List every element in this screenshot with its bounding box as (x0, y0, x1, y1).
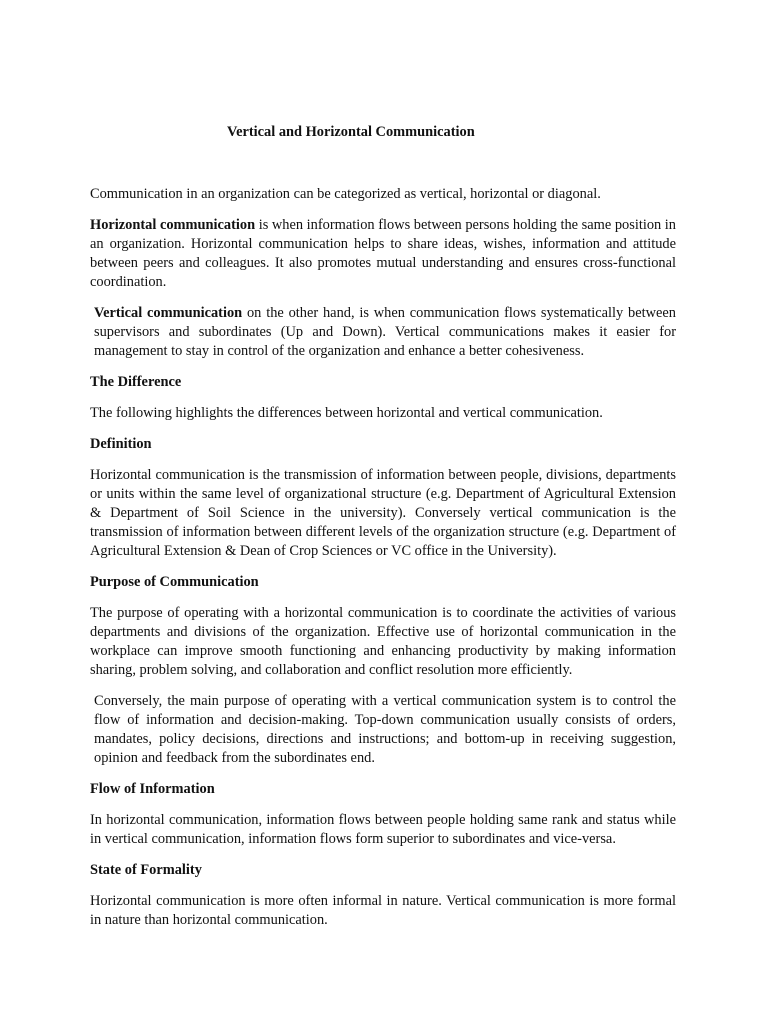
difference-heading: The Difference (90, 374, 182, 390)
flow-paragraph: In horizontal communication, information flows between people holding same rank and status while in vertical communication, information flows form superior to subordinates and vice-versa. (90, 812, 676, 847)
document-title: Vertical and Horizontal Communication (227, 124, 475, 140)
vertical-term: Vertical communication (94, 305, 243, 321)
vertical-text: on the other hand, is when communication flows systematically between supervisors and subordinates (Up and Down). Vertical communications makes it easier for management to stay in control of the organization and enhance a better cohesiveness. (94, 305, 676, 359)
purpose-paragraph-2: Conversely, the main purpose of operating with a vertical communication system is to control the flow of information and decision-making. Top-down communication usually consists of orders, mandates, policy decisions, directions and instructions; and bottom-up in receiving suggestion, opinion and feedback from the subordinates end. (94, 693, 676, 766)
horizontal-term: Horizontal communication (90, 217, 256, 233)
purpose-heading: Purpose of Communication (90, 574, 259, 590)
formality-paragraph: Horizontal communication is more often informal in nature. Vertical communication is more formal in nature than horizontal communication. (90, 893, 676, 928)
definition-paragraph: Horizontal communication is the transmission of information between people, divisions, departments or units within the same level of organizational structure (e.g. Department of Agricultural Extension & Department of Soil Science in the university). Conversely vertical communication is the transmission of information between different levels of the organization structure (e.g. Department of Agricultural Extension & Dean of Crop Sciences or VC office in the University). (90, 467, 676, 559)
flow-heading: Flow of Information (90, 781, 215, 797)
horizontal-paragraph (90, 216, 676, 292)
formality-heading: State of Formality (90, 862, 202, 878)
horizontal-text: is when information flows between persons holding the same position in an organization. Horizontal communication helps to share ideas, wishes, information and attitude between peers and colleagues. It also promotes mutual understanding and ensures cross-functional coordination. (90, 217, 676, 290)
difference-paragraph: The following highlights the differences between horizontal and vertical communication. (90, 405, 603, 421)
definition-heading: Definition (90, 436, 152, 452)
document-body (90, 122, 676, 942)
intro-paragraph: Communication in an organization can be categorized as vertical, horizontal or diagonal. (90, 186, 601, 202)
purpose-paragraph-1: The purpose of operating with a horizontal communication is to coordinate the activities of various departments and divisions of the organization. Effective use of horizontal communication in the workplace can improve smooth functioning and enhancing productivity by making information sharing, problem solving, and collaboration and conflict resolution more efficiently. (90, 605, 676, 678)
vertical-paragraph (90, 304, 676, 361)
